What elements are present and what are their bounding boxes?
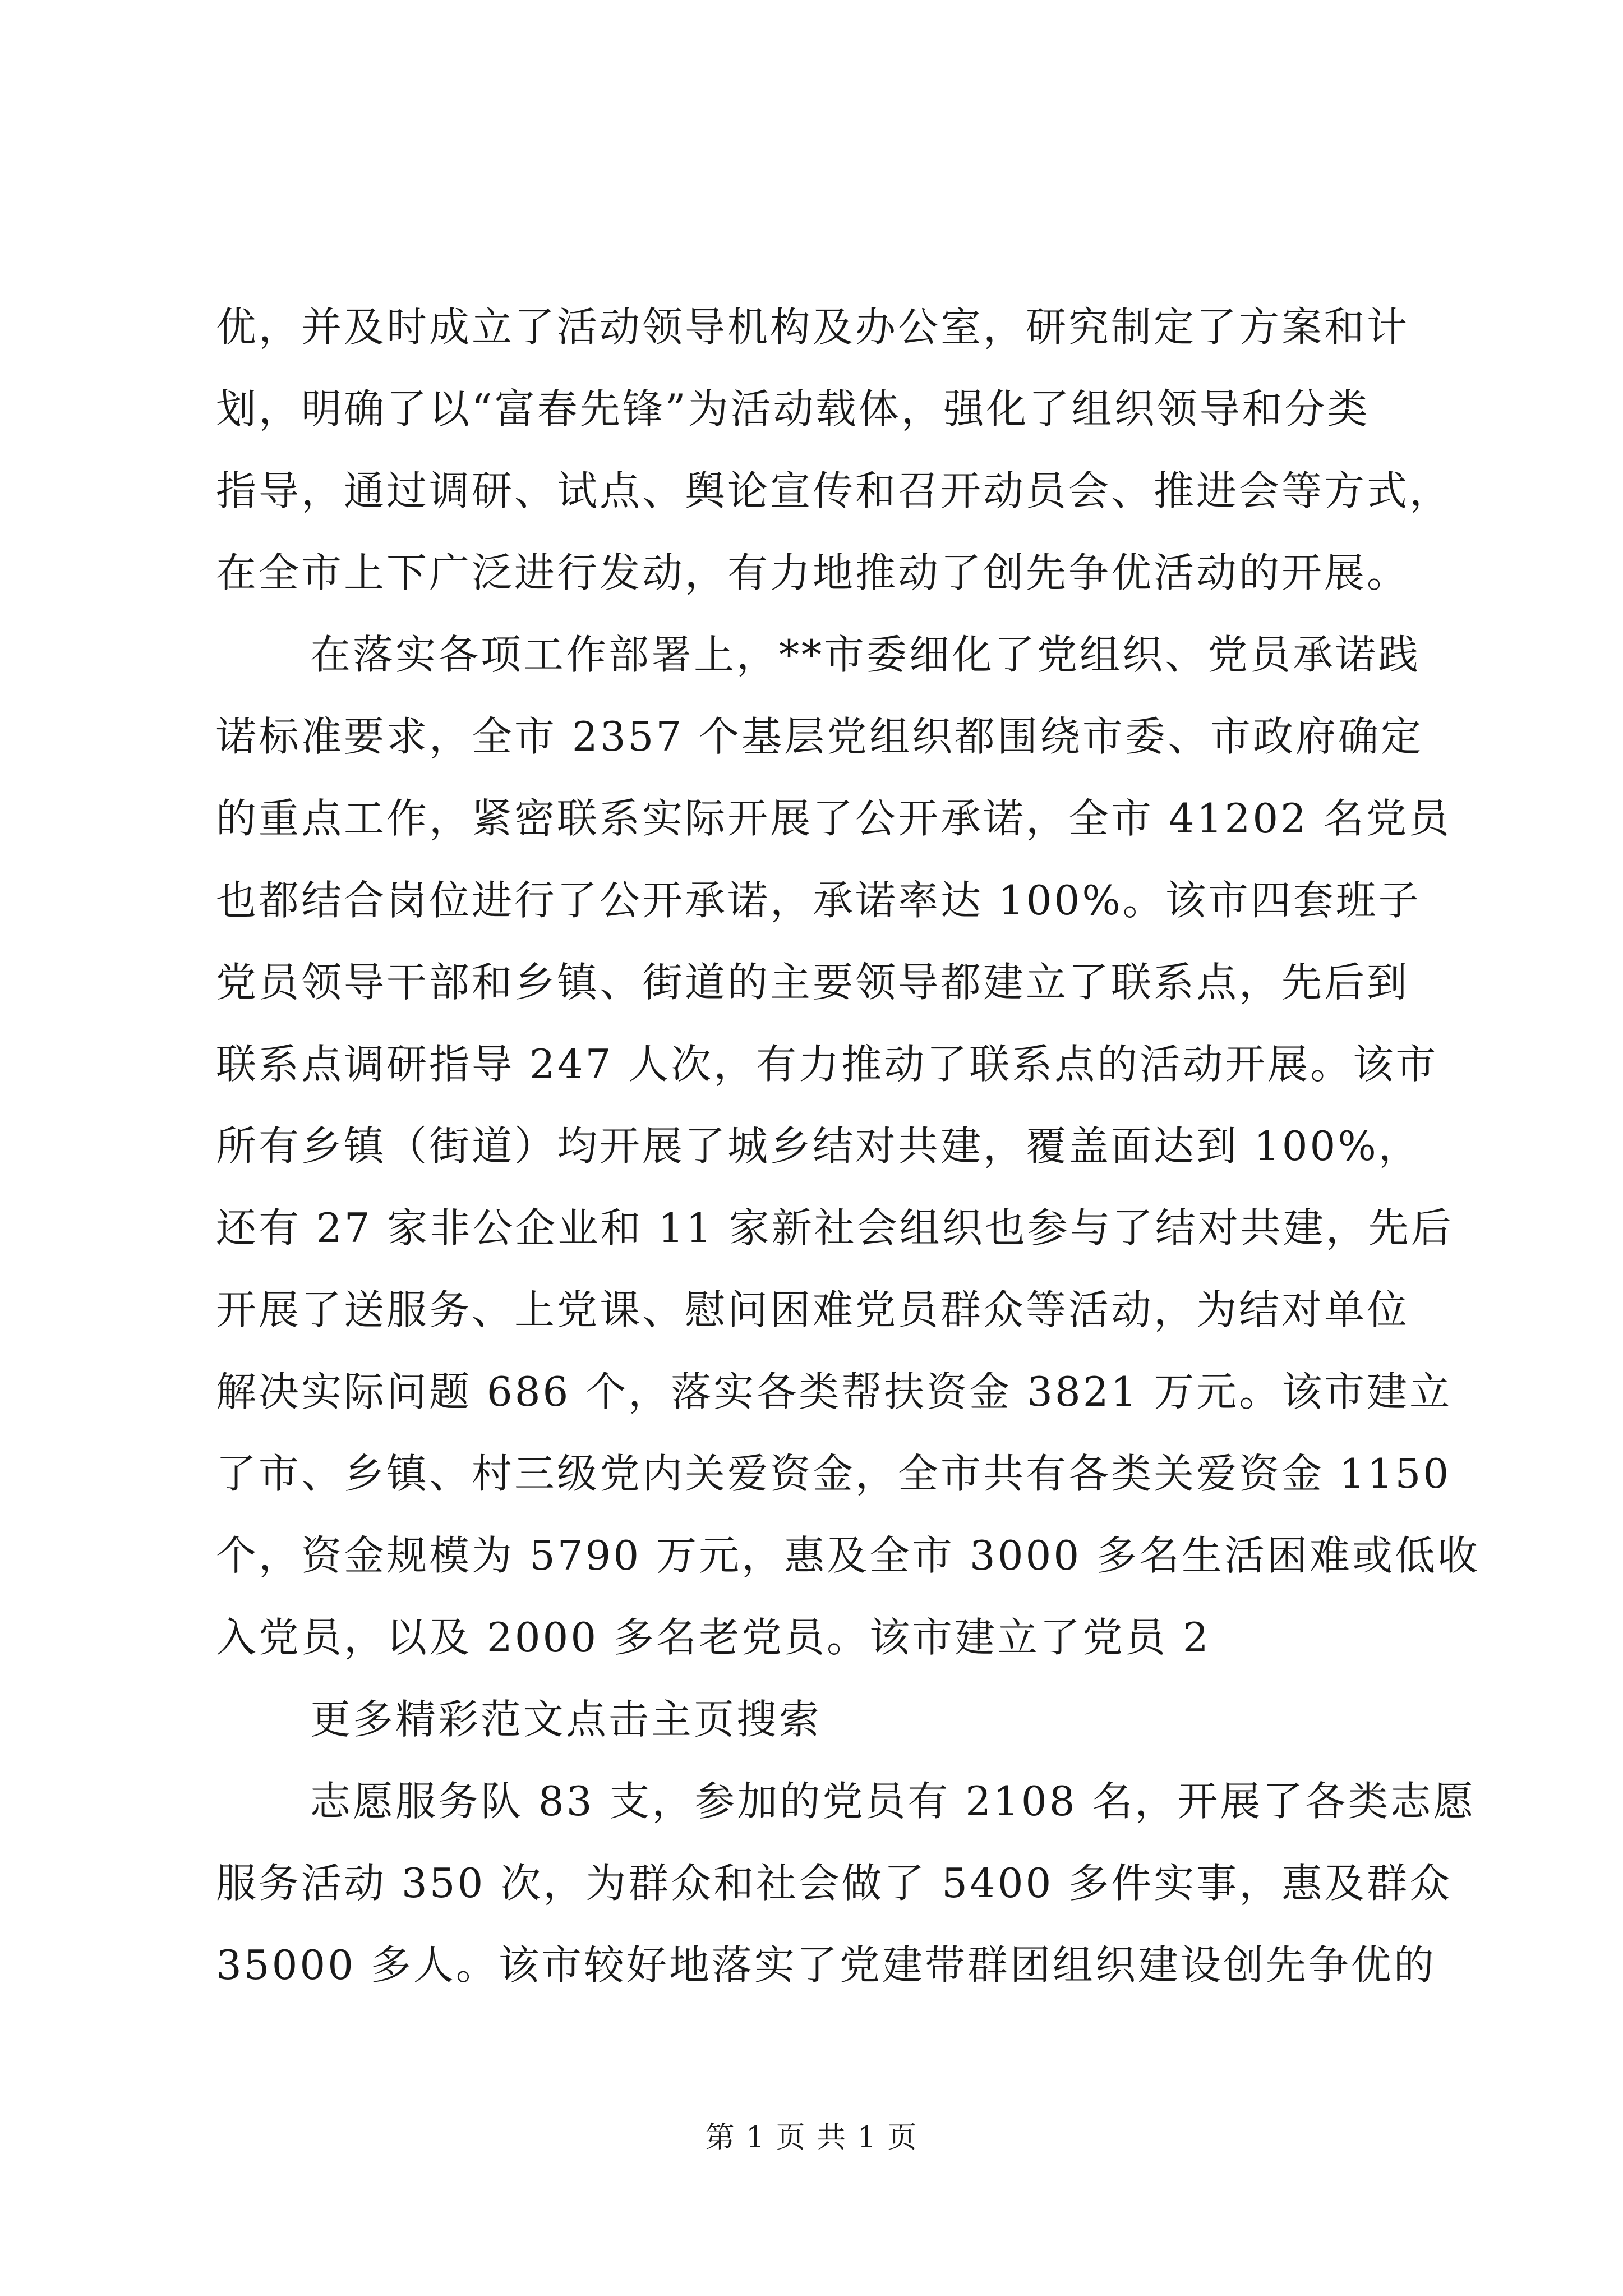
text-line: 所有乡镇（街道）均开展了城乡结对共建，覆盖面达到 100%， — [216, 1122, 1421, 1170]
text-line: 入党员，以及 2000 多名老党员。该市建立了党员 2 — [216, 1614, 1211, 1661]
document-body — [216, 286, 1481, 2006]
text-line: 划，明确了以“富春先锋”为活动载体，强化了组织领导和分类 — [216, 385, 1370, 432]
text-line: 联系点调研指导 247 人次，有力推动了联系点的活动开展。该市 — [216, 1041, 1438, 1088]
text-line: 个，资金规模为 5790 万元，惠及全市 3000 多名生活困难或低收 — [216, 1532, 1481, 1579]
page-footer: 第 1 页 共 1 页 — [705, 2121, 918, 2155]
text-line: 服务活动 350 次，为群众和社会做了 5400 多件实事，惠及群众 — [216, 1860, 1453, 1907]
text-line: 也都结合岗位进行了公开承诺，承诺率达 100%。该市四套班子 — [216, 877, 1421, 924]
text-line: 解决实际问题 686 个，落实各类帮扶资金 3821 万元。该市建立 — [216, 1368, 1453, 1415]
text-line: 优，并及时成立了活动领导机构及办公室，研究制定了方案和计 — [216, 303, 1410, 351]
text-line: 指导，通过调研、试点、舆论宣传和召开动员会、推进会等方式， — [216, 467, 1453, 514]
text-line: 还有 27 家非公企业和 11 家新社会组织也参与了结对共建，先后 — [216, 1204, 1454, 1251]
text-line: 的重点工作，紧密联系实际开展了公开承诺，全市 41202 名党员 — [216, 795, 1451, 842]
paragraph-first-line: 在落实各项工作部署上，**市委细化了党组织、党员承诺践 — [310, 631, 1421, 678]
text-line: 在全市上下广泛进行发动，有力地推动了创先争优活动的开展。 — [216, 549, 1410, 596]
text-line: 开展了送服务、上党课、慰问困难党员群众等活动，为结对单位 — [216, 1286, 1410, 1333]
text-line: 35000 多人。该市较好地落实了党建带群团组织建设创先争优的 — [216, 1941, 1436, 1989]
promo-line: 更多精彩范文点击主页搜索 — [310, 1696, 822, 1743]
text-line: 诺标准要求，全市 2357 个基层党组织都围绕市委、市政府确定 — [216, 713, 1424, 760]
text-line: 了市、乡镇、村三级党内关爱资金，全市共有各类关爱资金 1150 — [216, 1450, 1451, 1497]
paragraph-first-line: 志愿服务队 83 支，参加的党员有 2108 名，开展了各类志愿 — [310, 1778, 1476, 1825]
text-line: 党员领导干部和乡镇、街道的主要领导都建立了联系点，先后到 — [216, 959, 1410, 1006]
